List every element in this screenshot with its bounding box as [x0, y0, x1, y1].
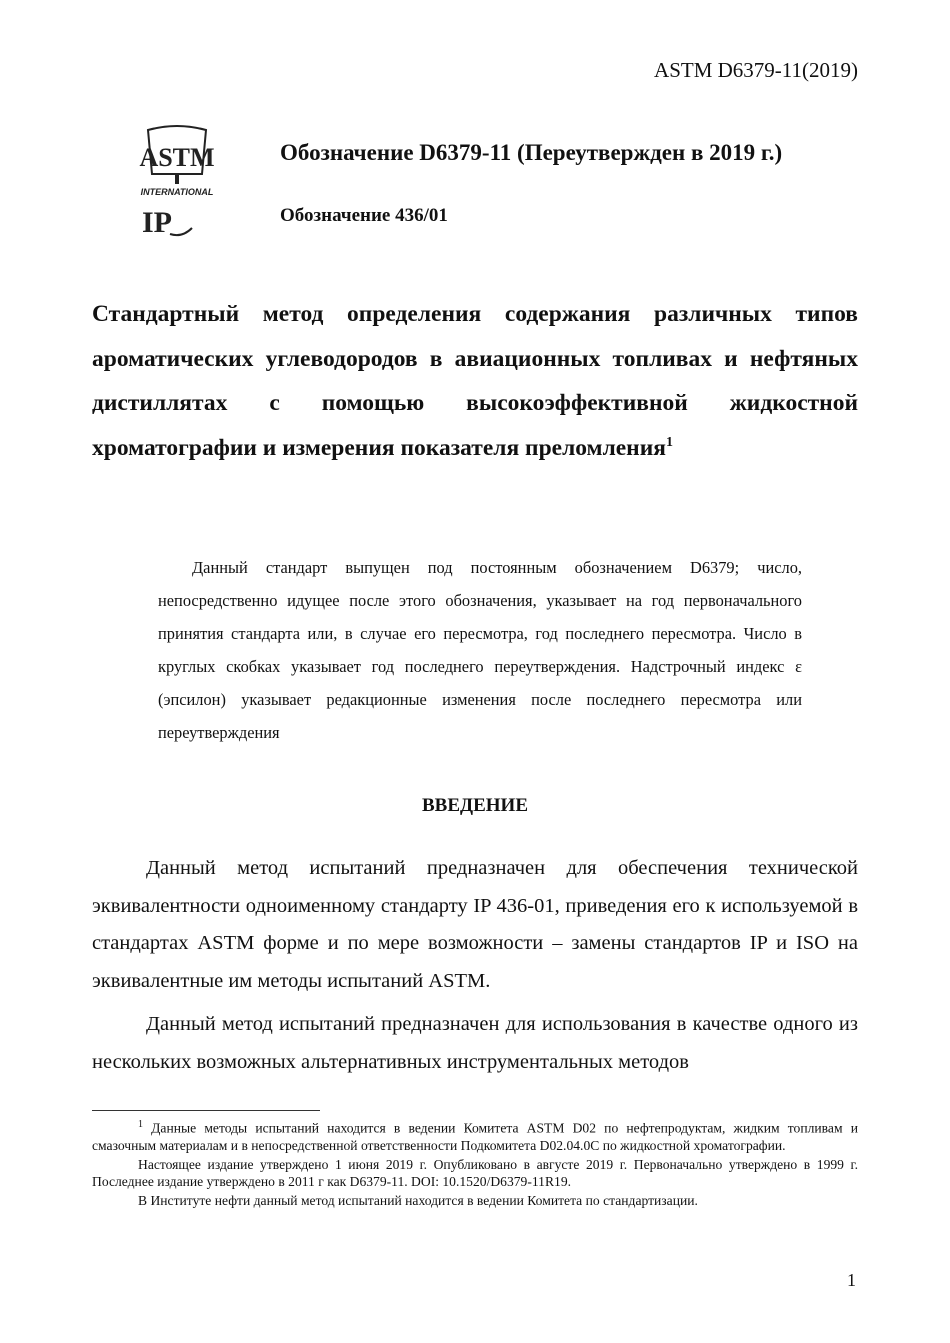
footnote-item — [92, 1116, 858, 1155]
astm-logo — [136, 124, 218, 198]
ip-logo-text: IP — [142, 206, 172, 239]
title-footnote-ref[interactable]: 1 — [665, 434, 673, 450]
standard-notice: Данный стандарт выпущен под постоянным обозначением D6379; число, непосредственно идущее после этого обозначения, указывает на год первоначального принятия стандарта или, в случае его пересмотра, год последнего пересмотра. Число в круглых скобках указывает год последнего переутверждения. Надстрочный индекс ε (эпсилон) указывает редакционные изменения после последнего пересмотра или переутверждения — [158, 558, 802, 742]
document-code: ASTM D6379-11(2019) — [654, 58, 858, 82]
footnote-divider — [92, 1110, 320, 1111]
page-number: 1 — [847, 1270, 856, 1290]
document-title-text: Стандартный метод определения содержания различных типов ароматических углеводородов в авиационных топливах и нефтяных дистиллятах с помощью высокоэффективной жидкостной хроматографии и измерения показателя преломления — [92, 301, 858, 461]
designation-ip: Обозначение 436/01 — [280, 205, 448, 226]
intro-heading: ВВЕДЕНИЕ — [422, 795, 528, 816]
ip-logo — [140, 204, 196, 240]
footnotes — [92, 1116, 858, 1210]
designation-title: Обозначение D6379-11 (Переутвержден в 2019 г.) — [280, 140, 783, 165]
footnote-marker: 1 — [138, 1119, 143, 1130]
intro-paragraph: Данный метод испытаний предназначен для обеспечения технической эквивалентности одноименному стандарту IP 436-01, приведения его к используемой в стандартах ASTM форме и по мере возможности – замены стандартов IP и ISO на эквивалентные им методы испытаний ASTM. — [92, 857, 858, 992]
footnote-item: В Институте нефти данный метод испытаний находится в ведении Комитета по стандартизации. — [138, 1192, 698, 1208]
footnote-text: Данные методы испытаний находится в ведении Комитета ASTM D02 по нефтепродуктам, жидким топливам и смазочным материалам и в непосредственной ответственности Подкомитета D02.04.0C по жидкостной хроматографии. — [92, 1120, 858, 1154]
intro-paragraph: Данный метод испытаний предназначен для использования в качестве одного из нескольких возможных альтернативных инструментальных методов — [92, 1013, 858, 1073]
footnote-item: Настоящее издание утверждено 1 июня 2019 г. Опубликовано в августе 2019 г. Первоначально утверждено в 1999 г. Последнее издание утверждено в 2011 г как D6379-11. DOI: 10.1520/D6379-11R19. — [92, 1156, 858, 1190]
astm-logo-text: ASTM — [139, 143, 215, 172]
document-title — [92, 292, 858, 470]
astm-logo-subtext: INTERNATIONAL — [140, 187, 214, 197]
